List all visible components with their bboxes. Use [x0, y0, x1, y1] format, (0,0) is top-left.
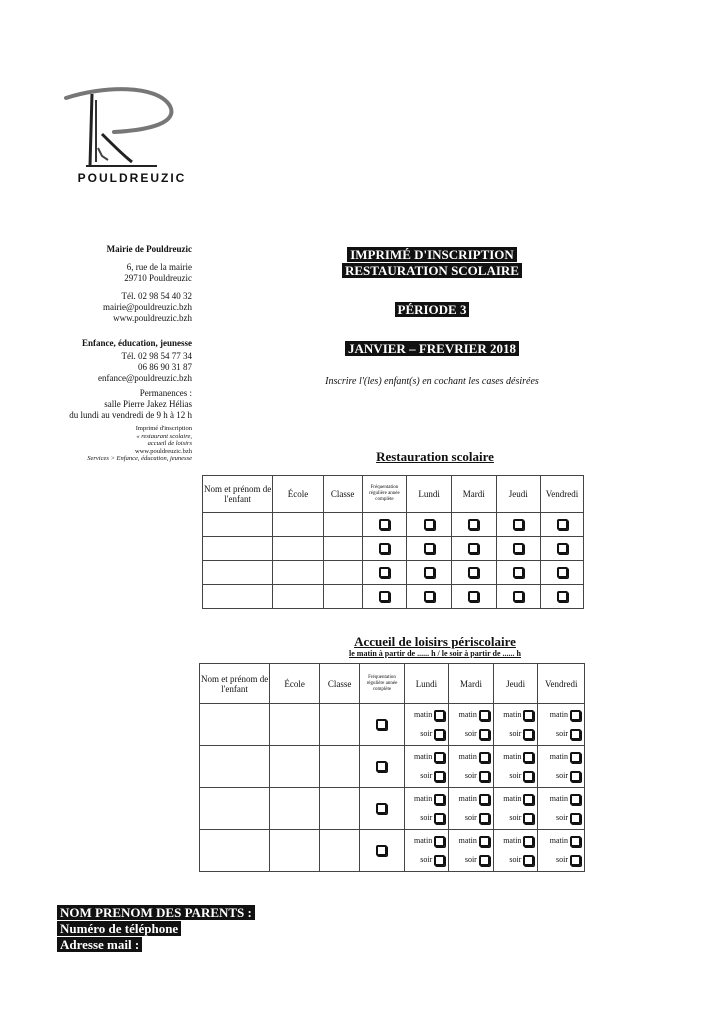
name-cell[interactable]	[200, 704, 270, 746]
phone-label: Numéro de téléphone	[57, 921, 181, 936]
matin-label: matin	[503, 710, 522, 719]
soir-label: soir	[509, 771, 522, 780]
matin-label: matin	[414, 752, 433, 761]
email: mairie@pouldreuzic.bzh	[102, 302, 192, 312]
soir-checkbox[interactable]	[479, 855, 490, 866]
months: JANVIER – FREVRIER 2018	[300, 341, 564, 357]
name-cell[interactable]	[200, 788, 270, 830]
matin-label: matin	[503, 794, 522, 803]
freq-checkbox[interactable]	[379, 519, 390, 530]
lundi-checkbox[interactable]	[424, 567, 435, 578]
soir-label: soir	[420, 771, 433, 780]
soir-label: soir	[556, 813, 568, 822]
title-line: IMPRIMÉ D'INSCRIPTION	[347, 247, 517, 262]
col-header-day: Jeudi	[493, 664, 538, 704]
name-cell[interactable]	[203, 537, 273, 561]
col-header-day: Lundi	[404, 664, 449, 704]
freq-checkbox[interactable]	[376, 719, 387, 730]
note: Imprimé d'inscription	[135, 425, 192, 432]
col-header-school: École	[273, 476, 324, 513]
soir-label: soir	[464, 855, 477, 864]
matin-checkbox[interactable]	[479, 710, 490, 721]
matin-checkbox[interactable]	[523, 710, 534, 721]
soir-checkbox[interactable]	[434, 729, 445, 740]
freq-checkbox[interactable]	[376, 803, 387, 814]
class-cell[interactable]	[320, 830, 360, 872]
matin-label: matin	[414, 836, 433, 845]
restauration-table	[202, 475, 584, 609]
school-cell[interactable]	[270, 704, 320, 746]
matin-label: matin	[503, 836, 522, 845]
note: Services > Enfance, éducation, jeunesse	[87, 455, 192, 462]
period: PÉRIODE 3	[300, 302, 564, 318]
website: www.pouldreuzic.bzh	[113, 313, 192, 323]
name-cell[interactable]	[203, 513, 273, 537]
freq-checkbox[interactable]	[379, 591, 390, 602]
col-header-class: Classe	[320, 664, 360, 704]
table-row	[200, 830, 585, 872]
jeudi-checkbox[interactable]	[513, 567, 524, 578]
class-cell[interactable]	[323, 585, 362, 609]
class-cell[interactable]	[320, 704, 360, 746]
email-label: Adresse mail :	[57, 937, 142, 952]
soir-checkbox[interactable]	[523, 813, 534, 824]
matin-checkbox[interactable]	[434, 794, 445, 805]
vendredi-checkbox[interactable]	[557, 567, 568, 578]
class-cell[interactable]	[320, 746, 360, 788]
freq-checkbox[interactable]	[379, 543, 390, 554]
matin-label: matin	[549, 752, 568, 761]
matin-checkbox[interactable]	[434, 836, 445, 847]
sidebar-contact	[69, 244, 192, 463]
school-cell[interactable]	[270, 788, 320, 830]
class-cell[interactable]	[323, 561, 362, 585]
school-cell[interactable]	[273, 513, 324, 537]
matin-checkbox[interactable]	[570, 836, 581, 847]
col-header-day: Lundi	[407, 476, 452, 513]
soir-label: soir	[556, 771, 568, 780]
phone: 06 86 90 31 87	[138, 362, 192, 372]
matin-checkbox[interactable]	[479, 752, 490, 763]
matin-label: matin	[549, 836, 568, 845]
col-header-name: Nom et prénom de l'enfant	[200, 664, 270, 704]
col-header-freq: Fréquentation régulière année complète	[362, 476, 407, 513]
soir-label: soir	[464, 729, 477, 738]
school-cell[interactable]	[270, 746, 320, 788]
soir-label: soir	[556, 729, 568, 738]
mardi-checkbox[interactable]	[468, 591, 479, 602]
address-line: 29710 Pouldreuzic	[124, 273, 192, 283]
jeudi-checkbox[interactable]	[513, 591, 524, 602]
matin-label: matin	[549, 794, 568, 803]
perm-hours: du lundi au vendredi de 9 h à 12 h	[69, 410, 192, 420]
school-cell[interactable]	[270, 830, 320, 872]
school-cell[interactable]	[273, 585, 324, 609]
matin-label: matin	[503, 752, 522, 761]
col-header-freq: Fréquentation régulière année complète	[360, 664, 404, 704]
table-row	[200, 746, 585, 788]
col-header-school: École	[270, 664, 320, 704]
phone: Tél. 02 98 54 77 34	[121, 351, 192, 361]
matin-checkbox[interactable]	[570, 752, 581, 763]
matin-label: matin	[458, 710, 477, 719]
matin-checkbox[interactable]	[570, 710, 581, 721]
col-header-day: Mardi	[449, 664, 494, 704]
name-cell[interactable]	[200, 830, 270, 872]
jeudi-checkbox[interactable]	[513, 543, 524, 554]
soir-checkbox[interactable]	[570, 729, 581, 740]
soir-checkbox[interactable]	[523, 729, 534, 740]
col-header-day: Jeudi	[496, 476, 541, 513]
mardi-checkbox[interactable]	[468, 519, 479, 530]
jeudi-checkbox[interactable]	[513, 519, 524, 530]
soir-label: soir	[509, 855, 522, 864]
logo-text: POULDREUZIC	[77, 171, 187, 185]
soir-checkbox[interactable]	[434, 771, 445, 782]
class-cell[interactable]	[320, 788, 360, 830]
soir-label: soir	[509, 813, 522, 822]
matin-checkbox[interactable]	[434, 710, 445, 721]
soir-label: soir	[556, 855, 568, 864]
class-cell[interactable]	[323, 513, 362, 537]
email: enfance@pouldreuzic.bzh	[98, 373, 192, 383]
school-cell[interactable]	[273, 561, 324, 585]
matin-label: matin	[414, 794, 433, 803]
title-line: RESTAURATION SCOLAIRE	[342, 263, 522, 278]
table2-subtitle: le matin à partir de ...... h / le soir à partir de ...... h	[349, 649, 521, 658]
soir-label: soir	[420, 729, 433, 738]
freq-checkbox[interactable]	[379, 567, 390, 578]
soir-checkbox[interactable]	[570, 771, 581, 782]
form-title	[300, 247, 564, 279]
soir-label: soir	[464, 771, 477, 780]
lundi-checkbox[interactable]	[424, 519, 435, 530]
perm-place: salle Pierre Jakez Hélias	[104, 399, 192, 409]
table2-title: Accueil de loisirs périscolaire	[354, 634, 516, 649]
parents-name-label: NOM PRENOM DES PARENTS :	[57, 905, 255, 920]
table-row	[203, 513, 584, 537]
accueil-loisirs-table	[199, 663, 585, 872]
note: accueil de loisirs	[147, 440, 192, 447]
note: « restaurant scolaire,	[136, 432, 192, 440]
soir-checkbox[interactable]	[570, 813, 581, 824]
matin-checkbox[interactable]	[479, 836, 490, 847]
phone: Tél. 02 98 54 40 32	[121, 291, 192, 301]
matin-label: matin	[458, 794, 477, 803]
parents-block	[57, 905, 255, 953]
name-cell[interactable]	[200, 746, 270, 788]
freq-checkbox[interactable]	[376, 845, 387, 856]
soir-label: soir	[509, 729, 522, 738]
table-row	[203, 537, 584, 561]
table1-title: Restauration scolaire	[376, 449, 494, 464]
name-cell[interactable]	[203, 585, 273, 609]
freq-checkbox[interactable]	[376, 761, 387, 772]
class-cell[interactable]	[323, 537, 362, 561]
col-header-day: Vendredi	[538, 664, 585, 704]
col-header-name: Nom et prénom de l'enfant	[203, 476, 273, 513]
instruction: Inscrire l'(les) enfant(s) en cochant les cases désirées	[325, 376, 539, 387]
soir-checkbox[interactable]	[523, 855, 534, 866]
table-row	[200, 788, 585, 830]
matin-label: matin	[458, 752, 477, 761]
matin-checkbox[interactable]	[523, 836, 534, 847]
table-row	[200, 704, 585, 746]
col-header-day: Vendredi	[541, 476, 584, 513]
mardi-checkbox[interactable]	[468, 567, 479, 578]
lundi-checkbox[interactable]	[424, 591, 435, 602]
soir-checkbox[interactable]	[479, 729, 490, 740]
org-name: Mairie de Pouldreuzic	[106, 244, 192, 254]
soir-checkbox[interactable]	[434, 855, 445, 866]
vendredi-checkbox[interactable]	[557, 519, 568, 530]
dept-name: Enfance, éducation, jeunesse	[82, 338, 192, 348]
matin-label: matin	[458, 836, 477, 845]
perm-title: Permanences :	[139, 388, 192, 398]
matin-checkbox[interactable]	[434, 752, 445, 763]
soir-checkbox[interactable]	[479, 813, 490, 824]
matin-checkbox[interactable]	[479, 794, 490, 805]
school-cell[interactable]	[273, 537, 324, 561]
note: www.pouldreuzic.bzh	[135, 447, 192, 455]
lundi-checkbox[interactable]	[424, 543, 435, 554]
address-line: 6, rue de la mairie	[126, 262, 192, 272]
soir-label: soir	[464, 813, 477, 822]
matin-checkbox[interactable]	[523, 794, 534, 805]
vendredi-checkbox[interactable]	[557, 591, 568, 602]
col-header-day: Mardi	[451, 476, 496, 513]
table-row	[203, 561, 584, 585]
matin-checkbox[interactable]	[570, 794, 581, 805]
soir-label: soir	[420, 813, 433, 822]
table-row	[203, 585, 584, 609]
mardi-checkbox[interactable]	[468, 543, 479, 554]
vendredi-checkbox[interactable]	[557, 543, 568, 554]
matin-label: matin	[549, 710, 568, 719]
soir-checkbox[interactable]	[523, 771, 534, 782]
soir-checkbox[interactable]	[570, 855, 581, 866]
col-header-class: Classe	[323, 476, 362, 513]
soir-checkbox[interactable]	[479, 771, 490, 782]
matin-checkbox[interactable]	[523, 752, 534, 763]
name-cell[interactable]	[203, 561, 273, 585]
soir-checkbox[interactable]	[434, 813, 445, 824]
soir-label: soir	[420, 855, 433, 864]
matin-label: matin	[414, 710, 433, 719]
